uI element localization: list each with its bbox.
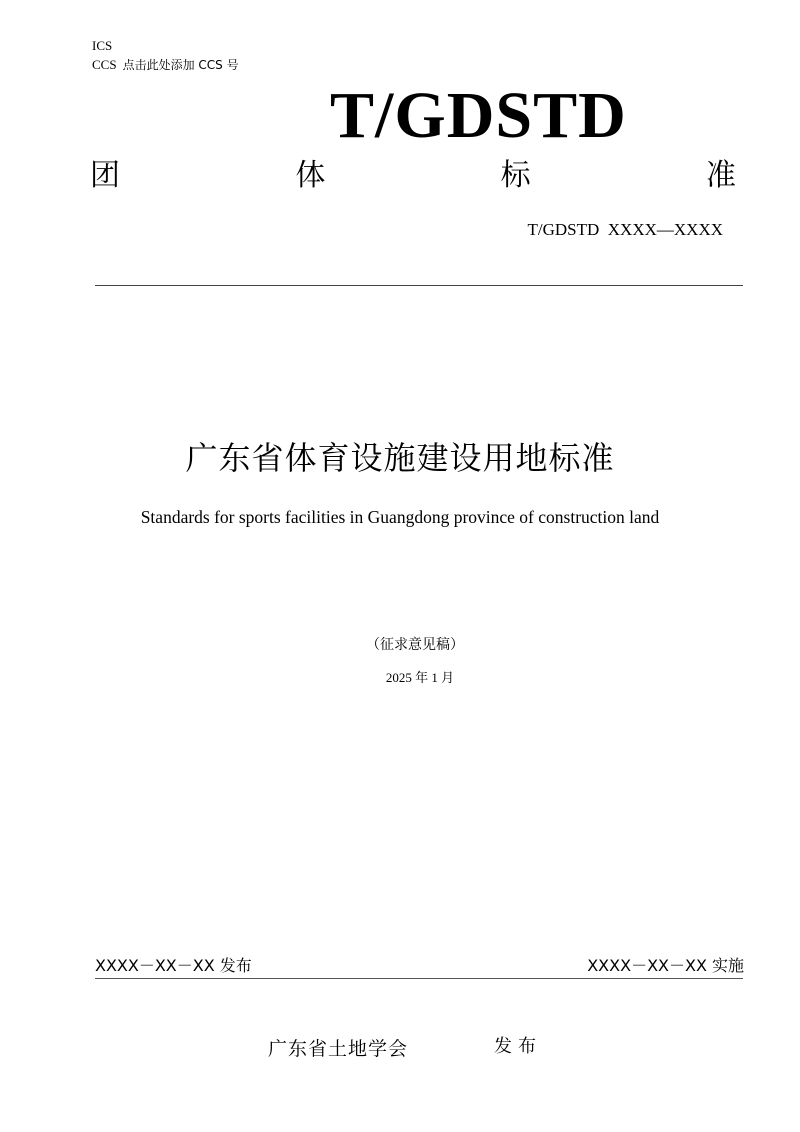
footer-divider	[95, 978, 743, 979]
brand-code: T/GDSTD	[330, 79, 627, 152]
implement-date: XXXX－XX－XX 实施	[587, 956, 744, 975]
standard-type-char: 团	[90, 158, 120, 193]
draft-status: （征求意见稿）	[366, 638, 464, 653]
publish-date: XXXX－XX－XX 发布	[95, 956, 252, 975]
standard-type	[90, 156, 736, 196]
standard-type-char: 标	[500, 158, 531, 193]
standard-type-char: 体	[295, 158, 326, 193]
document-date: 2025 年 1 月	[385, 670, 455, 685]
publish-label: 发布	[494, 1036, 542, 1057]
header-divider	[95, 285, 743, 286]
document-title-en: Standards for sports facilities in Guangdong province of construction land	[140, 507, 660, 527]
ccs-placeholder[interactable]: 点击此处添加 CCS 号	[122, 58, 239, 72]
document-title-cn: 广东省体育设施建设用地标准	[185, 439, 615, 477]
standard-number: T/GDSTD XXXX—XXXX	[527, 220, 723, 239]
ccs-line	[92, 57, 239, 73]
publishing-organization: 广东省土地学会	[268, 1038, 409, 1060]
ics-label: ICS	[92, 38, 113, 53]
ccs-label: CCS	[92, 57, 117, 72]
standard-type-char: 准	[705, 158, 736, 193]
